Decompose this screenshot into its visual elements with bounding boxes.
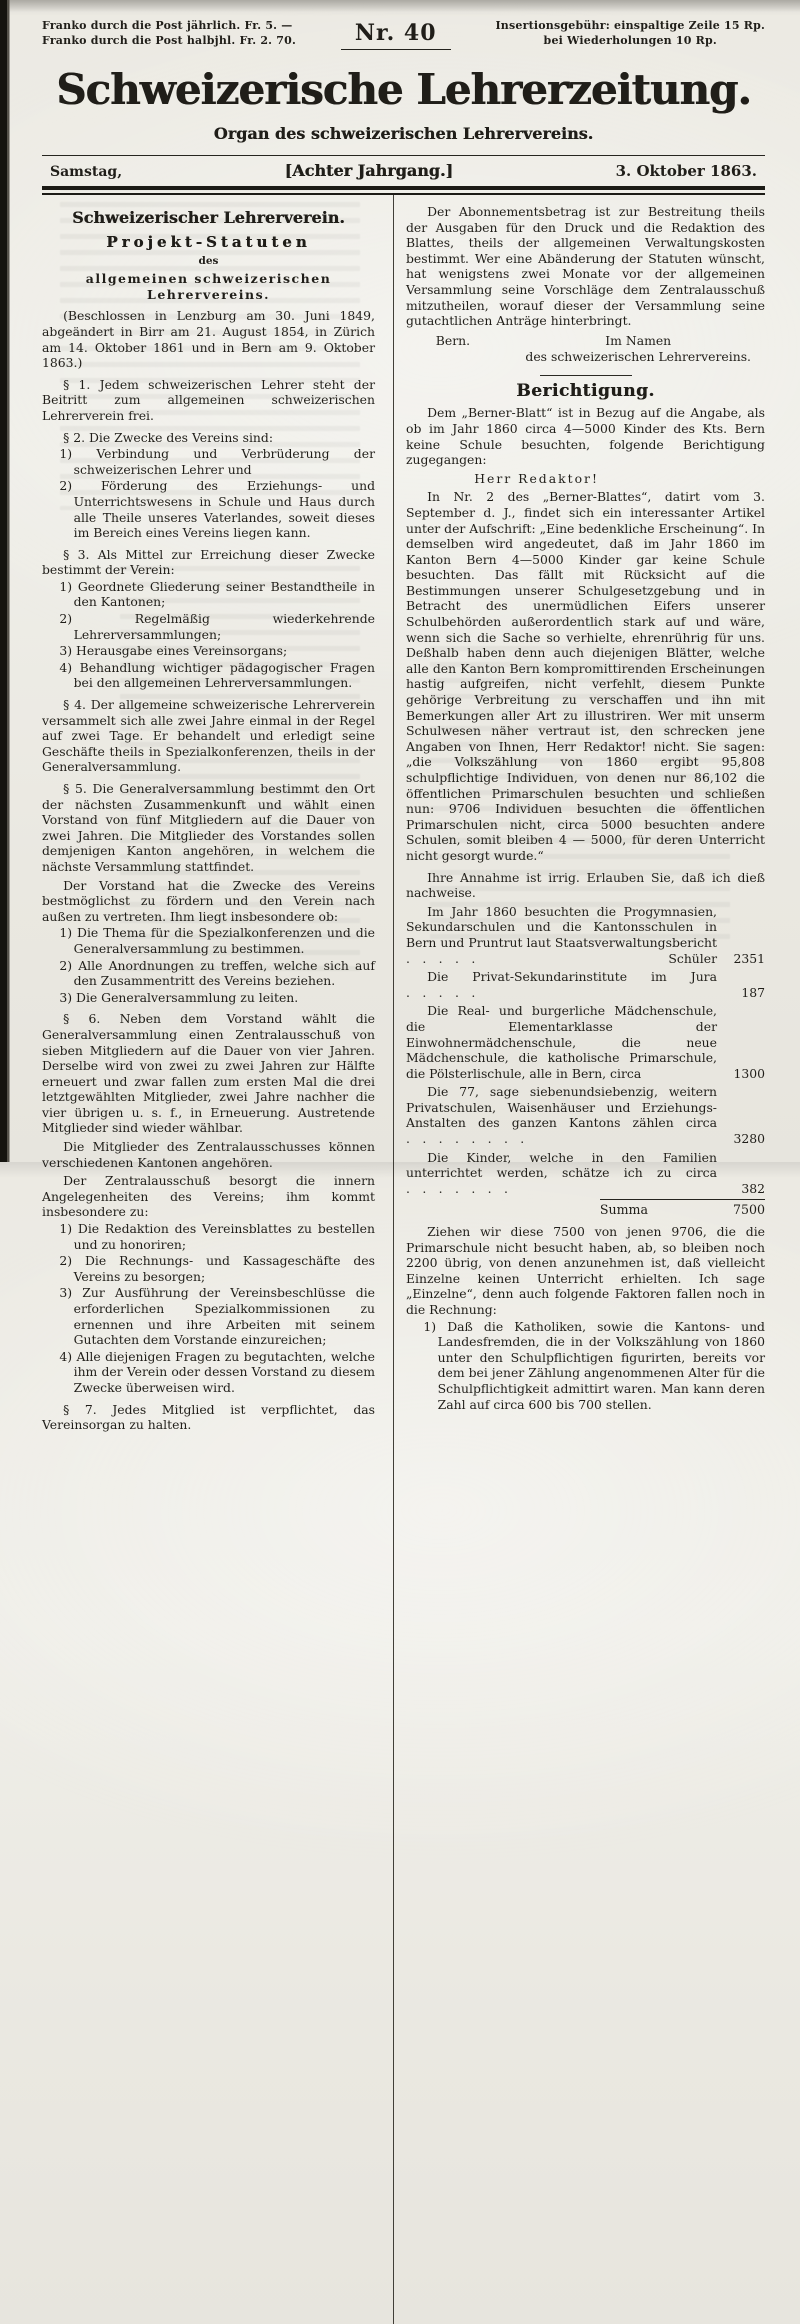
- entry-value: 2351: [733, 950, 765, 966]
- column-divider: [393, 195, 394, 2324]
- conclusion-paragraph: Ziehen wir diese 7500 von jenen 9706, die die Primarschule nicht besucht haben, ab, so bleiben noch 2200 übrig, von denen anzunehmen ist, daß vielleicht Einzelne keinen Unterricht erhielten. Ich sage „Einzelne“, denn auch folgende Faktoren fallen noch in die Rechnung:: [406, 1224, 765, 1317]
- notice-heading: Berichtigung.: [516, 380, 655, 401]
- sum-value: 7500: [732, 1202, 765, 1218]
- sum-label: Summa: [599, 1202, 648, 1218]
- signature-line-2: des schweizerischen Lehrervereins.: [525, 348, 751, 364]
- signature-line-1: Im Namen: [605, 332, 672, 348]
- statute-paragraph-6: § 6. Neben dem Vorstand wählt die Generalversammlung einen Zentralausschuß von sieben Mitgliedern auf die Dauer von vier Jahren. Derselbe wird von zwei zu zwei Jahren zur Hälfte erneuert und zwar fallen zum ersten Mal die drei letztgewählten Mitglieder, zwei Jahre nachher die vier übrigen u. s. f., in Erneuerung. Austretende Mitglieder sind wieder wählbar.: [42, 1011, 375, 1136]
- statute-paragraph-1: § 1. Jedem schweizerischen Lehrer steht der Beitritt zum allgemeinen schweizerischen Lehrerverein frei.: [42, 376, 375, 423]
- statute-paragraph-2: § 2. Die Zwecke des Vereins sind:: [63, 429, 274, 445]
- entry-leader: . . . . . . .: [406, 1180, 508, 1196]
- statute-list-item: 3) Zur Ausführung der Vereinsbeschlüsse die erforderlichen Spezialkommissionen zu ernennen und ihre Arbeiten mit seinem Gutachten dem Vorstande einzureichen;: [59, 1285, 375, 1348]
- signature-block: [406, 333, 765, 365]
- statute-paragraph-6b: Die Mitglieder des Zentralausschusses können verschiedenen Kantonen angehören.: [42, 1139, 375, 1170]
- statute-list-item: 4) Behandlung wichtiger pädagogischer Fragen bei den allgemeinen Lehrerversammlungen.: [59, 659, 375, 691]
- entry-leader: . . . . .: [406, 950, 476, 966]
- statutes-title: Projekt-Statuten: [106, 233, 311, 251]
- statistics-entry: [406, 1150, 765, 1197]
- factor-list-item: 1) Daß die Katholiken, sowie die Kantons- und Landesfremden, die in der Volkszählung von 1860 unter den Schulpflichtigen figurirten, bereits vor dem bei jener Zählung angenommenen Alter für die Schulpflichtigkeit admittirt waren. Man kann deren Zahl auf circa 600 bis 700 stellen.: [423, 1318, 765, 1412]
- dateline-date: 3. Oktober 1863.: [615, 162, 757, 180]
- left-column: [42, 204, 393, 1433]
- newspaper-title: Schweizerische Lehrerzeitung.: [56, 65, 751, 114]
- letter-rebuttal-paragraph: Ihre Annahme ist irrig. Erlauben Sie, daß ich dieß nachweise.: [406, 869, 765, 901]
- statute-paragraph-5: § 5. Die Generalversammlung bestimmt den Ort der nächsten Zusammenkunft und wählt einen Vorstand von fünf Mitgliedern auf die Dauer von zwei Jahren. Die Mitglieder des Vorstandes sollen demjenigen Kanton angehören, in welchem die nächste Versammlung stattfindet.: [42, 781, 375, 874]
- signature-place: Bern.: [435, 332, 471, 348]
- entry-value: 382: [741, 1180, 765, 1196]
- dateline: [42, 156, 765, 186]
- statute-list-item: 1) Die Thema für die Spezialkonferenzen und die Generalversammlung zu bestimmen.: [59, 925, 375, 956]
- statistics-entry: [406, 1003, 765, 1081]
- masthead: [42, 18, 765, 195]
- statutes-subtitle: allgemeinen schweizerischen Lehrervereins.: [85, 271, 332, 302]
- statute-list-item: 3) Herausgabe eines Vereinsorgans;: [59, 643, 288, 659]
- entry-value: 1300: [733, 1065, 765, 1081]
- insertion-fee-line-2: bei Wiederholungen 10 Rp.: [543, 34, 717, 47]
- newspaper-subtitle: Organ des schweizerischen Lehrervereins.: [213, 124, 594, 143]
- subscription-info: [42, 18, 296, 48]
- masthead-top-row: [42, 18, 765, 50]
- statute-list-item: 1) Verbindung und Verbrüderung der schweizerischen Lehrer und: [59, 446, 375, 477]
- entry-leader: . . . . .: [406, 984, 476, 1000]
- subscription-line-1: Franko durch die Post jährlich. Fr. 5. —: [42, 19, 293, 32]
- dateline-day: Samstag,: [50, 164, 123, 180]
- entry-leader: . . . . . . . .: [406, 1131, 525, 1147]
- article-section-title: Schweizerischer Lehrerverein.: [72, 208, 345, 227]
- statute-list-item: 1) Die Redaktion des Vereinsblattes zu bestellen und zu honoriren;: [59, 1221, 375, 1252]
- scan-top-shade: [0, 0, 800, 12]
- entry-unit: Schüler: [668, 950, 717, 966]
- statute-paragraph-5b: Der Vorstand hat die Zwecke des Vereins bestmöglichst zu fördern und den Verein nach außen zu vertreten. Ihm liegt insbesondere ob:: [42, 877, 375, 924]
- entry-text: Die Real- und burgerliche Mädchenschule, die Elementarklasse der Einwohnermädchenschule, die neue Mädchenschule, die katholische Primarschule, die Pölsterlischule, alle in Bern, circa: [406, 1003, 717, 1081]
- divider-rule-double: [42, 186, 765, 195]
- signature-name: [525, 333, 751, 365]
- statute-list-item: 2) Die Rechnungs- und Kassageschäfte des Vereins zu besorgen;: [59, 1253, 375, 1284]
- insertion-fee-info: [495, 18, 765, 48]
- dateline-volume: [Achter Jahrgang.]: [284, 161, 454, 180]
- letter-body-paragraph: In Nr. 2 des „Berner-Blattes“, datirt vom 3. September d. J., findet sich ein interessanter Artikel unter der Aufschrift: „Eine bedenkliche Erscheinung“. In demselben wird angedeutet, daß im Jahr 1860 im Kanton Bern 4—5000 Kinder gar keine Schule besuchten. Das fällt mit Rücksicht auf die Bestimmungen unserer Schulgesetzgebung und in Betracht des unermüdlichen Eifers unserer Schulbehörden außerordentlich stark auf und wäre, wenn sich die Sache so verhielte, ehrenrührig für uns. Deßhalb haben denn auch diejenigen Blätter, welche alle den Kanton Bern kompromittirenden Erscheinungen hastig aufgreifen, nicht verfehlt, diesem Punkte gehörige Verbreitung zu verschaffen und ihn mit Bemerkungen aller Art zu illustriren. Wer mit unserm Schulwesen näher vertraut ist, den schrecken jene Angaben von Ihnen, Herr Redaktor! nicht. Sie sagen: „die Volkszählung von 1860 ergibt 95,808 schulpflichtige Individuen, von denen nur 86,102 die öffentlichen Primarschulen besuchten und schließen nun: 9706 Individuen besuchten die öffentlichen Primarschulen nicht, circa 5000 besuchten andere Schulen, somit bleiben 4 — 5000, für deren Unterricht nicht gesorgt wurde.“: [406, 489, 765, 863]
- statute-paragraph-7: § 7. Jedes Mitglied ist verpflichtet, das Vereinsorgan zu halten.: [42, 1401, 375, 1433]
- statistics-entry: [406, 969, 765, 1000]
- entry-text: Im Jahr 1860 besuchten die Progymnasien, Sekundarschulen und die Kantonsschulen in Bern und Pruntrut laut Staatsverwaltungsbericht: [406, 903, 717, 950]
- subscription-line-2: Franko durch die Post halbjhl. Fr. 2. 70.: [42, 34, 296, 47]
- statute-paragraph-3: § 3. Als Mittel zur Erreichung dieser Zwecke bestimmt der Verein:: [42, 546, 375, 578]
- entry-text: Die 77, sage siebenundsiebenzig, weitern Privatschulen, Waisenhäuser und Erziehungs-Anstalten des ganzen Kantons zählen circa: [406, 1084, 717, 1131]
- issue-number: Nr. 40: [341, 20, 451, 50]
- letter-salutation: Herr Redaktor!: [474, 470, 599, 486]
- statute-paragraph-6c: Der Zentralausschuß besorgt die innern Angelegenheiten des Vereins; ihm kommt insbesondere zu:: [42, 1173, 375, 1220]
- statistics-entry: [406, 904, 765, 966]
- entry-value: 187: [741, 984, 765, 1000]
- statute-continuation-paragraph: Der Abonnementsbetrag ist zur Bestreitung theils der Ausgaben für den Druck und die Redaktion des Blattes, theils der allgemeinen Verwaltungskosten bestimmt. Wer eine Abänderung der Statuten wünscht, hat wenigstens zwei Monate vor der allgemeinen Versammlung seine Vorschläge dem Zentralausschuß mitzutheilen, worauf dieser der Versammlung seine gutachtlichen Anträge hinterbringt.: [406, 204, 765, 329]
- right-column: [393, 204, 765, 1433]
- notice-intro-paragraph: Dem „Berner-Blatt“ ist in Bezug auf die Angabe, als ob im Jahr 1860 circa 4—5000 Kinder des Kts. Bern keine Schule besuchten, folgende Berichtigung zugegangen:: [406, 405, 765, 468]
- statute-preamble: (Beschlossen in Lenzburg am 30. Juni 1849, abgeändert in Birr am 21. August 1854, in Zürich am 14. Oktober 1861 und in Bern am 9. Oktober 1863.): [42, 308, 375, 371]
- statute-list-item: 3) Die Generalversammlung zu leiten.: [59, 989, 299, 1005]
- statute-list-item: 2) Regelmäßig wiederkehrende Lehrerversammlungen;: [59, 611, 375, 642]
- statistics-sum-row: [600, 1199, 765, 1218]
- article-columns: [42, 204, 765, 1433]
- statute-paragraph-4: § 4. Der allgemeine schweizerische Lehrerverein versammelt sich alle zwei Jahre einmal in der Regel auf zwei Tage. Er behandelt und erledigt seine Geschäfte theils in Spezialkonferenzen, theils in der Generalversammlung.: [42, 697, 375, 775]
- statute-list-item: 2) Förderung des Erziehungs- und Unterrichtswesens in Schule und Haus durch alle Theile unseres Vaterlandes, soweit dieses im Bereich eines Vereins liegen kann.: [59, 478, 375, 541]
- insertion-fee-line-1: Insertionsgebühr: einspaltige Zeile 15 Rp.: [495, 19, 765, 32]
- statute-list-item: 2) Alle Anordnungen zu treffen, welche sich auf den Zusammentritt des Vereins beziehen.: [59, 957, 375, 989]
- entry-text: Die Kinder, welche in den Familien unterrichtet werden, schätze ich zu circa: [406, 1149, 717, 1181]
- entry-value: 3280: [733, 1131, 765, 1147]
- entry-text: Die Privat-Sekundarinstitute im Jura: [427, 969, 717, 985]
- statistics-entry: [406, 1084, 765, 1146]
- scan-edge-left: [0, 0, 10, 1162]
- statutes-des: des: [198, 254, 219, 267]
- statute-list-item: 4) Alle diejenigen Fragen zu begutachten, welche ihm der Verein oder dessen Vorstand zu diesem Zwecke überweisen wird.: [59, 1348, 375, 1395]
- section-separator-rule: [540, 375, 632, 376]
- statute-list-item: 1) Geordnete Gliederung seiner Bestandtheile in den Kantonen;: [59, 578, 375, 610]
